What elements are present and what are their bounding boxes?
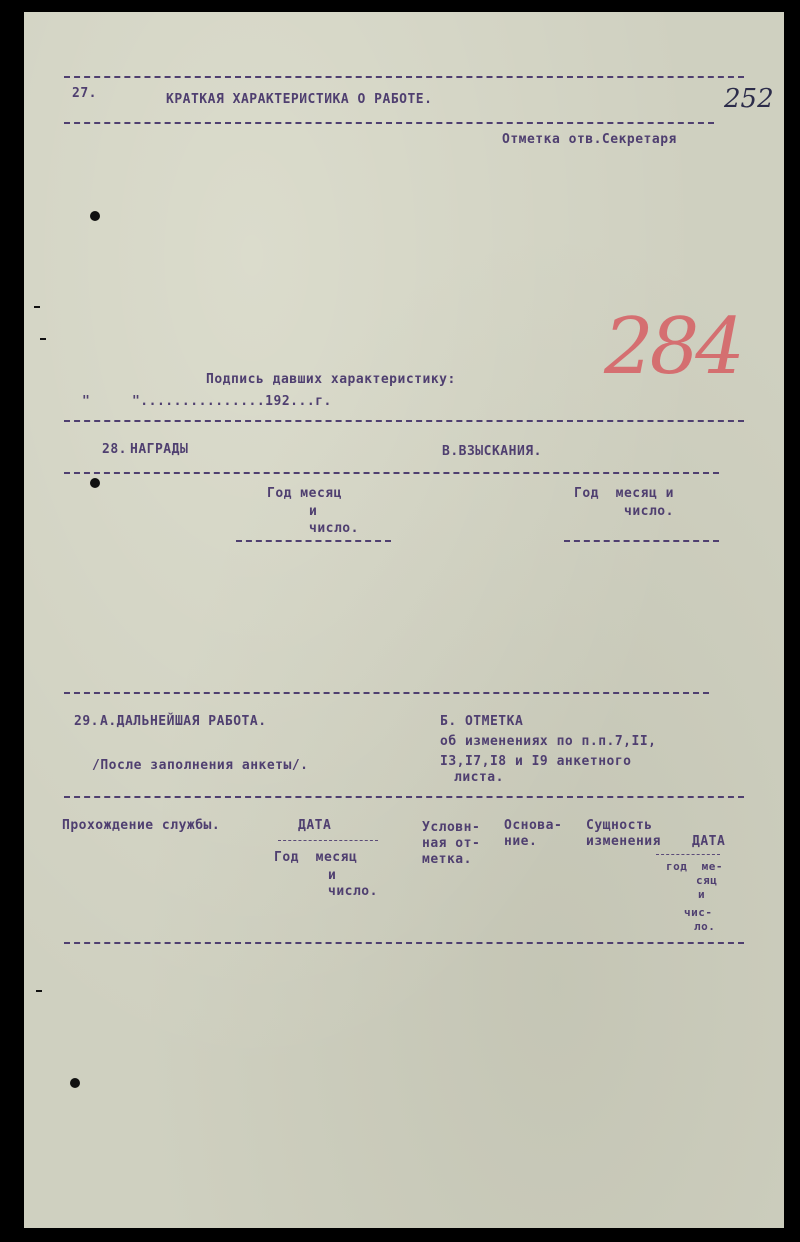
- essence-1: Сущность: [586, 818, 653, 833]
- divider: [278, 840, 378, 841]
- change-mark-note-1: об изменениях по п.п.7,II,: [440, 734, 657, 749]
- punch-hole: [90, 211, 100, 221]
- signature-date-line: " "...............192...г.: [82, 394, 332, 409]
- margin-mark: [36, 990, 42, 992]
- change-mark-title: Б. ОТМЕТКА: [440, 714, 524, 729]
- divider: [64, 76, 744, 78]
- section-29-number: 29.: [74, 714, 99, 729]
- divider: [64, 122, 714, 124]
- punishments-date-line-1: Год месяц и: [574, 486, 674, 501]
- divider: [564, 540, 719, 542]
- margin-mark: [34, 306, 40, 308]
- change-mark-note-2: I3,I7,I8 и I9 анкетного: [440, 754, 632, 769]
- change-mark-note-3: листа.: [454, 770, 504, 785]
- date-header: ДАТА: [298, 818, 332, 833]
- awards-label: НАГРАДЫ: [130, 442, 189, 457]
- basis-1: Основа-: [504, 818, 563, 833]
- awards-date-line-2: и: [309, 504, 318, 519]
- punch-hole: [90, 478, 100, 488]
- basis-2: ние.: [504, 834, 538, 849]
- date-sub-1: Год месяц: [274, 850, 358, 865]
- date2-sub-2: сяц: [696, 874, 718, 887]
- further-work-note: /После заполнения анкеты/.: [92, 758, 309, 773]
- margin-mark: [40, 338, 46, 340]
- conditional-mark-2: ная от-: [422, 836, 481, 851]
- section-27-title: КРАТКАЯ ХАРАКТЕРИСТИКА О РАБОТЕ.: [166, 92, 433, 107]
- conditional-mark-3: метка.: [422, 852, 472, 867]
- punch-hole: [70, 1078, 80, 1088]
- divider: [64, 942, 744, 944]
- secretary-mark-label: Отметка отв.Секретаря: [502, 132, 677, 147]
- date2-sub-3: и: [698, 888, 706, 901]
- archive-stamp-number: 284: [604, 302, 741, 392]
- signature-label: Подпись давших характеристику:: [206, 372, 456, 387]
- date-sub-2: и: [328, 868, 337, 883]
- divider: [64, 420, 744, 422]
- essence-2: изменения: [586, 834, 661, 849]
- divider: [656, 854, 720, 855]
- date2-sub-4: чис-: [684, 906, 713, 919]
- date2-sub-5: ло.: [694, 920, 716, 933]
- date2-sub-1: год ме-: [666, 860, 723, 873]
- awards-date-line-1: Год месяц: [267, 486, 342, 501]
- punishments-label: В.ВЗЫСКАНИЯ.: [442, 444, 542, 459]
- divider: [64, 692, 709, 694]
- date2-header: ДАТА: [692, 834, 726, 849]
- document-sheet: [24, 12, 784, 1228]
- archive-folio-number: 252: [724, 84, 774, 114]
- date-sub-3: число.: [328, 884, 378, 899]
- divider: [236, 540, 391, 542]
- section-28-number: 28.: [102, 442, 127, 457]
- service-history-header: Прохождение службы.: [62, 818, 221, 833]
- further-work-title: А.ДАЛЬНЕЙШАЯ РАБОТА.: [100, 714, 267, 729]
- divider: [64, 796, 744, 798]
- punishments-date-line-2: число.: [624, 504, 674, 519]
- awards-date-line-3: число.: [309, 521, 359, 536]
- divider: [64, 472, 719, 474]
- section-27-number: 27.: [72, 86, 97, 101]
- conditional-mark-1: Условн-: [422, 820, 481, 835]
